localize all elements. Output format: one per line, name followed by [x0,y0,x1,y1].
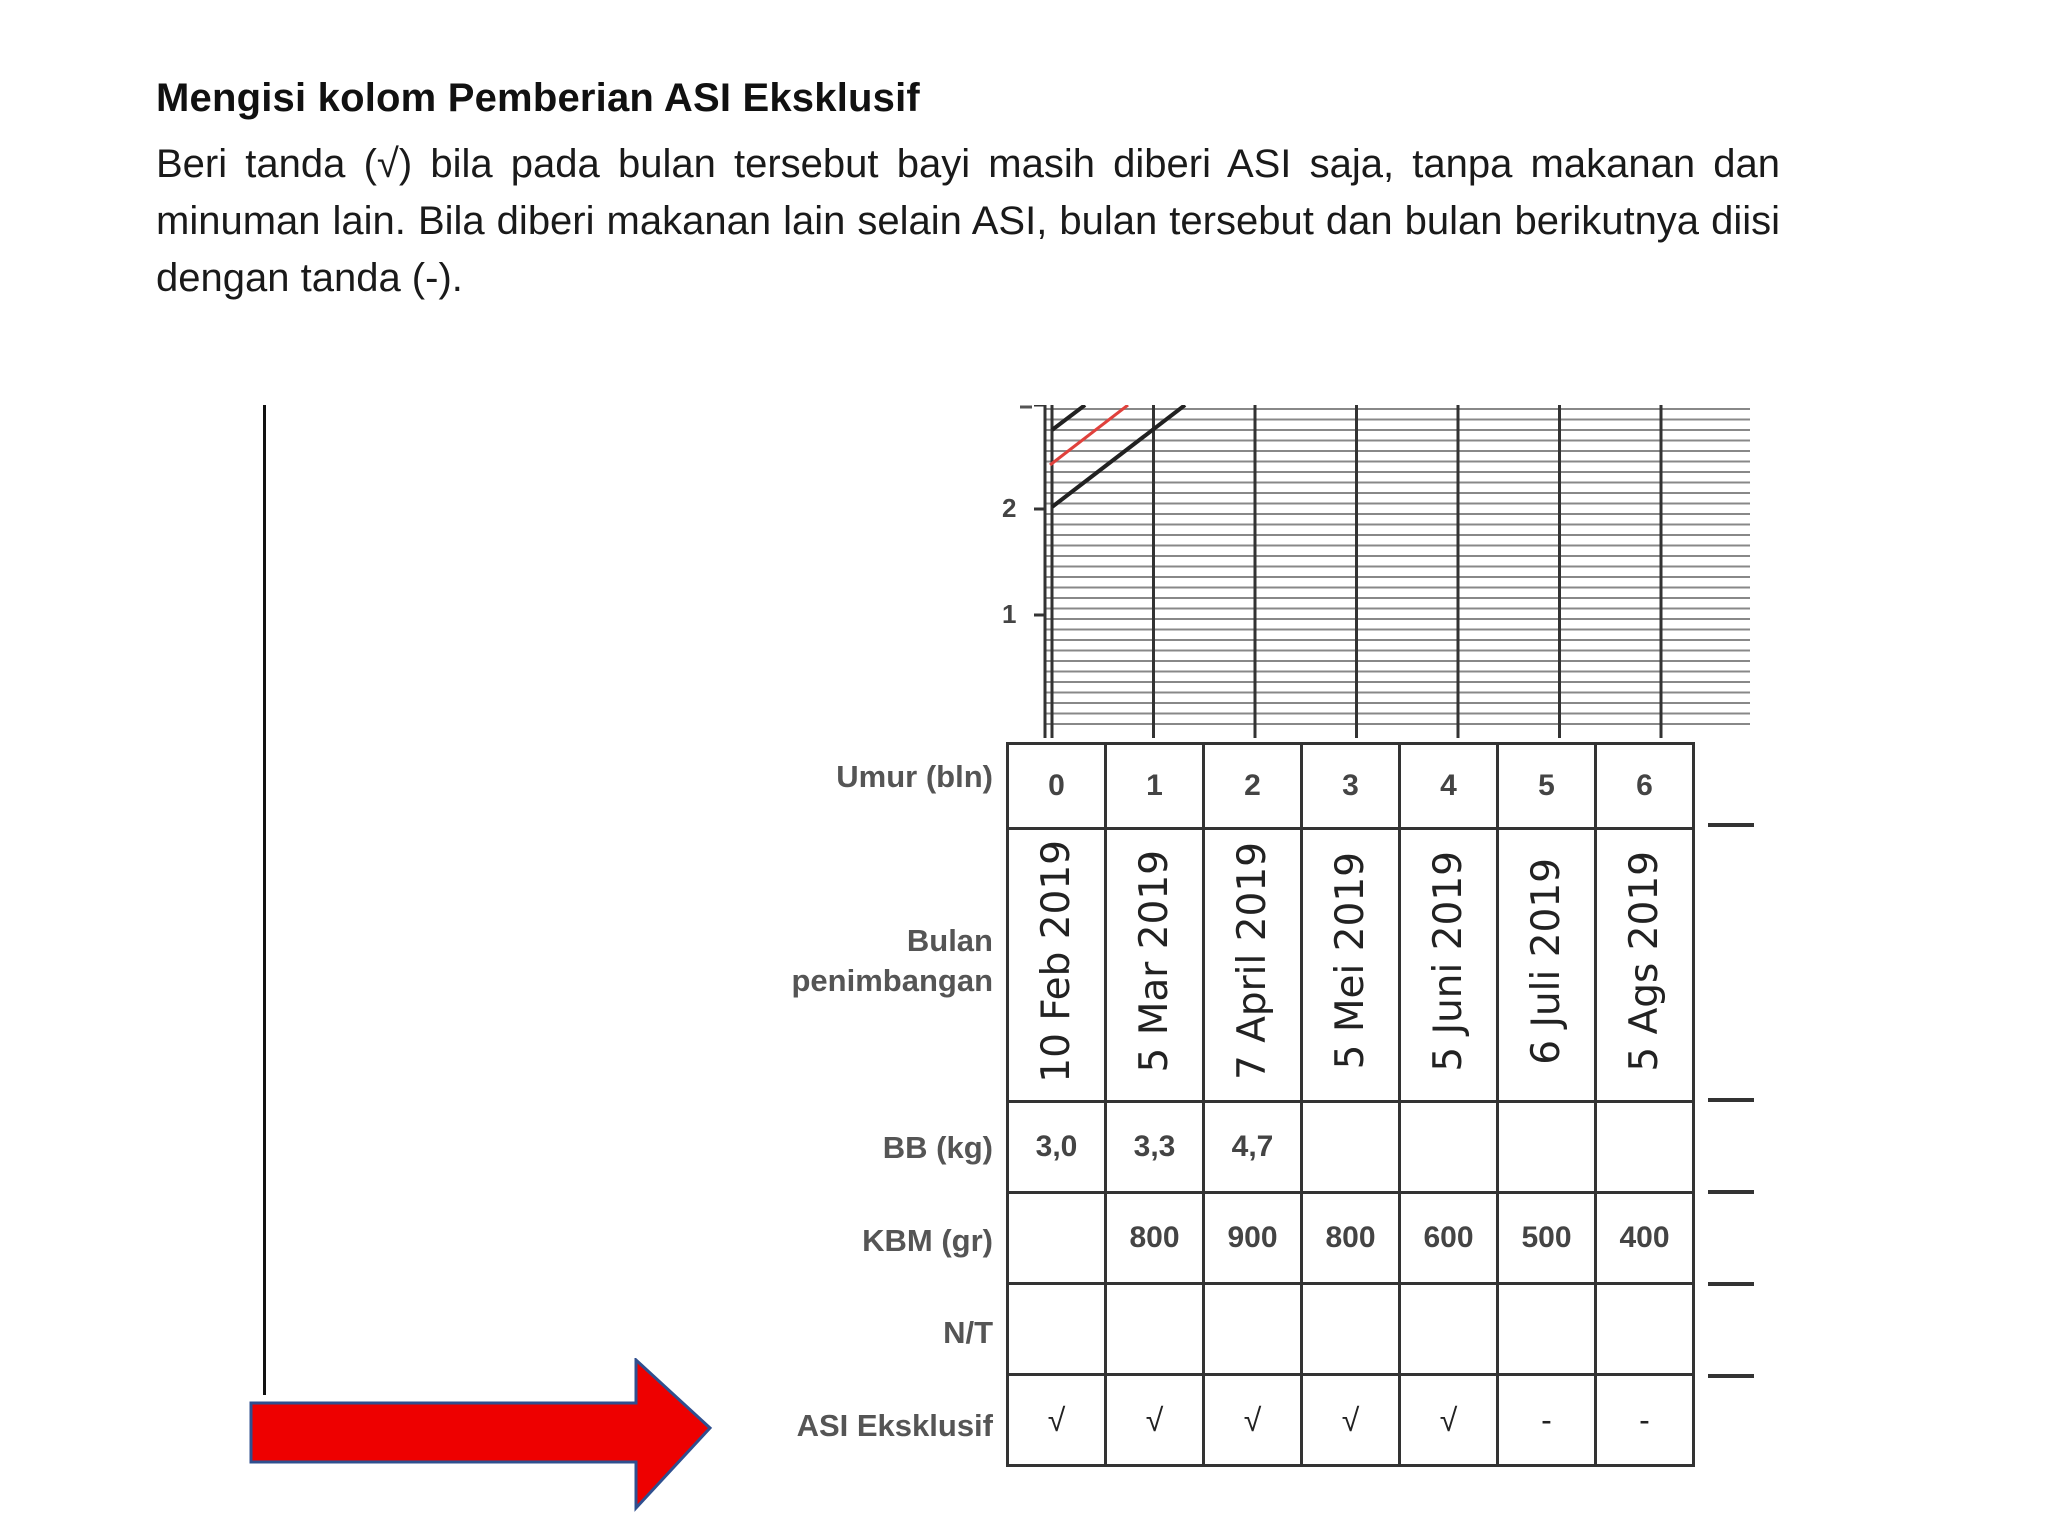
growth-chart-excerpt [980,405,1760,740]
y-tick-label: 1 [1002,599,1017,629]
table-row-nt [1008,1284,1694,1375]
table-row-asi [1008,1375,1694,1466]
date-text: 10 Feb 2019 [1034,839,1079,1083]
cell-weight: 4,7 [1204,1102,1302,1193]
row-label-weight: BB (kg) [882,1130,993,1165]
y-tick-label: 2 [1002,493,1017,523]
date-text: 5 Mar 2019 [1132,849,1177,1073]
row-label-weighing-month: Bulan penimbangan [791,923,993,998]
cell-weight [1400,1102,1498,1193]
cell-asi: √ [1302,1375,1400,1466]
table-extension-line [1708,1190,1754,1194]
cell-kbm: 900 [1204,1193,1302,1284]
table-row-kbm [1008,1193,1694,1284]
cell-date [1596,829,1694,1102]
cell-nt [1596,1284,1694,1375]
cell-nt [1106,1284,1204,1375]
left-vertical-line [263,405,266,1395]
cell-date [1400,829,1498,1102]
cell-weight [1498,1102,1596,1193]
table-extension-line [1708,1374,1754,1378]
cell-weight [1596,1102,1694,1193]
cell-asi: √ [1400,1375,1498,1466]
table-extension-line [1708,1098,1754,1102]
cell-nt [1008,1284,1106,1375]
row-label-kbm: KBM (gr) [862,1223,993,1258]
cell-kbm: 800 [1106,1193,1204,1284]
row-label-nt: N/T [943,1315,993,1350]
date-text: 7 April 2019 [1230,842,1275,1080]
cell-asi: √ [1204,1375,1302,1466]
cell-nt [1400,1284,1498,1375]
table-row-date [1008,829,1694,1102]
table-row-age [1008,744,1694,829]
cell-asi: √ [1106,1375,1204,1466]
date-text: 5 Juni 2019 [1426,850,1471,1072]
date-text: 6 Juli 2019 [1524,857,1569,1065]
cell-date [1498,829,1596,1102]
cell-kbm [1008,1193,1106,1284]
cell-kbm: 500 [1498,1193,1596,1284]
cell-asi: - [1596,1375,1694,1466]
cell-kbm: 400 [1596,1193,1694,1284]
cell-age: 3 [1302,744,1400,829]
table-extension-line [1708,1282,1754,1286]
arrow-shape [251,1360,710,1508]
table-row-weight [1008,1102,1694,1193]
cell-asi: √ [1008,1375,1106,1466]
table-extension-line [1708,823,1754,827]
row-label-asi: ASI Eksklusif [796,1408,993,1443]
cell-age: 1 [1106,744,1204,829]
cell-weight: 3,0 [1008,1102,1106,1193]
cell-asi: - [1498,1375,1596,1466]
cell-weight: 3,3 [1106,1102,1204,1193]
cell-nt [1498,1284,1596,1375]
cell-kbm: 800 [1302,1193,1400,1284]
cell-weight [1302,1102,1400,1193]
cell-age: 6 [1596,744,1694,829]
cell-age: 5 [1498,744,1596,829]
cell-date [1106,829,1204,1102]
instruction-paragraph: Beri tanda (√) bila pada bulan tersebut bayi masih diberi ASI saja, tanpa makanan dan minuman lain. Bila diberi makanan lain selain ASI, bulan tersebut dan bulan berikutnya diisi dengan tanda (-). [156,142,1780,300]
cell-date [1302,829,1400,1102]
cell-nt [1204,1284,1302,1375]
cell-age: 4 [1400,744,1498,829]
cell-date [1008,829,1106,1102]
cell-kbm: 600 [1400,1193,1498,1284]
cell-nt [1302,1284,1400,1375]
row-label-age: Umur (bln) [836,759,993,794]
cell-age: 2 [1204,744,1302,829]
section-heading: Mengisi kolom Pemberian ASI Eksklusif [156,76,920,120]
kms-table [1006,742,1695,1467]
date-text: 5 Ags 2019 [1622,850,1667,1072]
cell-age: 0 [1008,744,1106,829]
date-text: 5 Mei 2019 [1328,852,1373,1070]
cell-date [1204,829,1302,1102]
red-arrow-icon [248,1358,718,1518]
